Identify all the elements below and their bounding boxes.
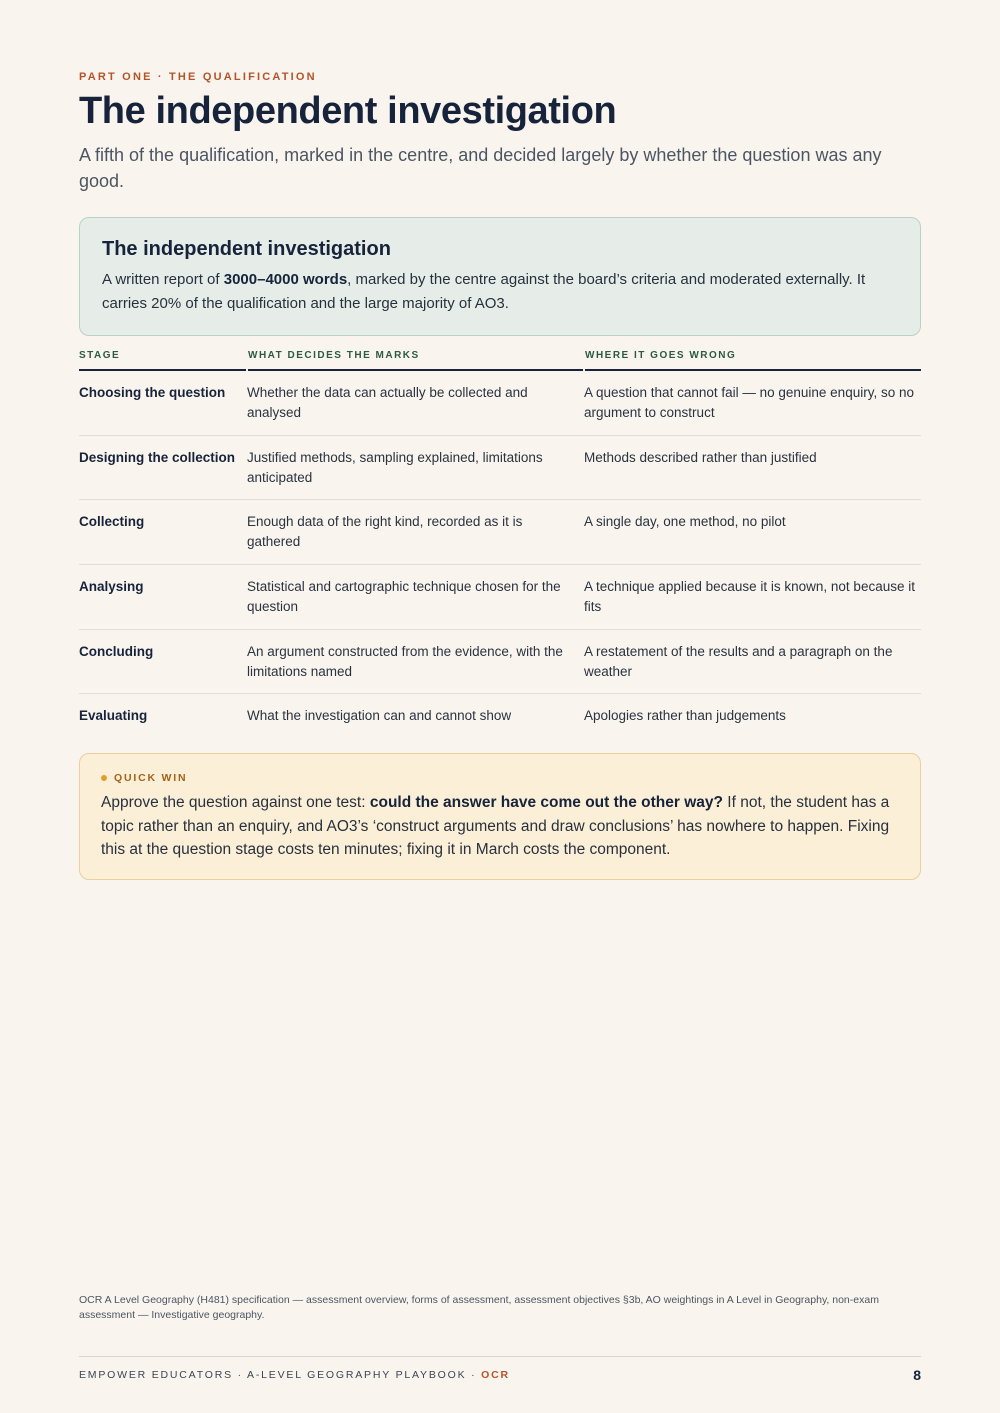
cell-stage: Concluding bbox=[79, 643, 154, 659]
page-subtitle: A fifth of the qualification, marked in the centre, and decided largely by whether the question was any good. bbox=[79, 145, 882, 191]
quick-win-callout bbox=[79, 753, 921, 880]
footer-credit bbox=[79, 1369, 510, 1381]
table-row bbox=[79, 565, 921, 630]
cell-wrong: A restatement of the results and a paragraph on the weather bbox=[584, 643, 893, 679]
table-row bbox=[79, 694, 921, 759]
callout-text-after: , marked by the centre against the board’s criteria and moderated externally. It carries 20% of the qualification and the large majority of AO3. bbox=[102, 271, 866, 312]
footer-credit-text: EMPOWER EDUCATORS · A-LEVEL GEOGRAPHY PLAYBOOK · bbox=[79, 1369, 482, 1381]
column-header-wrong: WHERE IT GOES WRONG bbox=[585, 348, 921, 371]
source-note: OCR A Level Geography (H481) specification — assessment overview, forms of assessment, assessment objectives §3b, AO weightings in A Level in Geography, non-exam assessment — Investigative geography. bbox=[79, 1294, 879, 1321]
callout-text-before: A written report of bbox=[102, 271, 224, 288]
quick-win-label-text: QUICK WIN bbox=[114, 772, 188, 784]
cell-stage: Choosing the question bbox=[79, 385, 226, 400]
quick-win-text-before: Approve the question against one test: bbox=[101, 794, 370, 811]
cell-marks: What the investigation can and cannot show bbox=[247, 708, 512, 724]
column-header-marks: WHAT DECIDES THE MARKS bbox=[248, 348, 583, 371]
callout-text bbox=[102, 268, 898, 316]
cell-wrong: A single day, one method, no pilot bbox=[584, 514, 786, 530]
table-body bbox=[79, 371, 921, 759]
cell-marks: Justified methods, sampling explained, limitations anticipated bbox=[247, 449, 543, 485]
bullet-dot-icon bbox=[101, 775, 107, 781]
quick-win-label bbox=[101, 772, 899, 784]
cell-marks: Statistical and cartographic technique chosen for the question bbox=[247, 579, 561, 615]
cell-marks: An argument constructed from the evidence, with the limitations named bbox=[247, 643, 563, 679]
cell-stage: Collecting bbox=[79, 514, 145, 530]
callout-text-bold: 3000–4000 words bbox=[223, 271, 348, 288]
info-callout bbox=[79, 217, 921, 336]
table-row bbox=[79, 500, 921, 565]
cell-wrong: Apologies rather than judgements bbox=[584, 708, 786, 724]
cell-wrong: A question that cannot fail — no genuine enquiry, so no argument to construct bbox=[584, 385, 914, 420]
cell-wrong: Methods described rather than justified bbox=[584, 449, 817, 465]
footer-board-name: OCR bbox=[481, 1369, 510, 1381]
cell-stage: Analysing bbox=[79, 579, 144, 595]
cell-marks: Enough data of the right kind, recorded as it is gathered bbox=[247, 514, 523, 550]
callout-heading: The independent investigation bbox=[102, 238, 391, 260]
page-footer bbox=[79, 1367, 921, 1383]
table-header bbox=[79, 348, 921, 371]
quick-win-text-bold: could the answer have come out the other way? bbox=[369, 794, 723, 811]
section-eyebrow: PART ONE · THE QUALIFICATION bbox=[79, 71, 317, 83]
table-row bbox=[79, 630, 921, 695]
page-number: 8 bbox=[913, 1367, 921, 1383]
cell-marks: Whether the data can actually be collected and analysed bbox=[247, 385, 528, 420]
cell-stage: Designing the collection bbox=[79, 449, 236, 465]
stages-table bbox=[79, 348, 921, 759]
column-header-stage: STAGE bbox=[79, 348, 246, 371]
quick-win-text bbox=[101, 791, 899, 862]
table-row bbox=[79, 371, 921, 436]
cell-stage: Evaluating bbox=[79, 708, 148, 724]
page bbox=[79, 0, 921, 1413]
quick-win-text-after: If not, the student has a topic rather than an enquiry, and AO3’s ‘construct arguments and draw conclusions’ has nowhere to happen. Fixing this at the question stage costs ten minutes; fixing it in March costs the component. bbox=[101, 794, 890, 858]
page-title: The independent investigation bbox=[79, 90, 617, 132]
table-row bbox=[79, 436, 921, 501]
cell-wrong: A technique applied because it is known, not because it fits bbox=[584, 579, 915, 615]
footer-divider bbox=[79, 1356, 921, 1357]
